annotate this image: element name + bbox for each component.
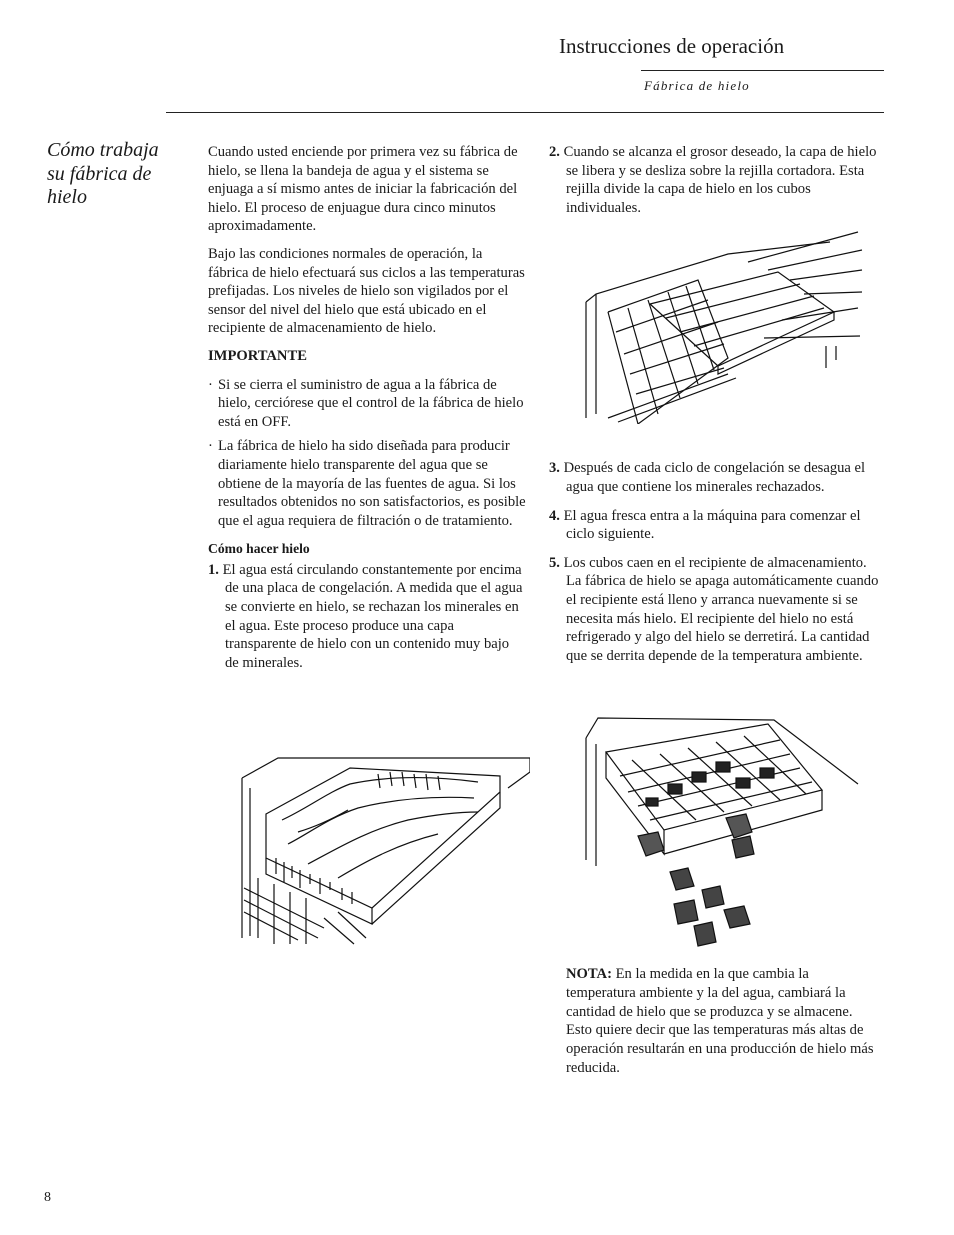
step-number: 3. [549,460,560,477]
page-number: 8 [44,1190,51,1205]
step-number: 5. [549,554,560,571]
note-text: En la medida en la que cambia la temperatura ambiente y la del agua, cambiará la cantidad de hielo que se produzca y se almacene. Esto quiere decir que las temperaturas más altas de operación resultarán en una producción de hielo más reducida. [566,966,874,1076]
bullet-text: La fábrica de hielo ha sido diseñada para producir diariamente hielo transparente del agua que se obtiene de la mayoría de las fuentes de agua. Si los resultados obtenidos no son satisfactorios, es posible que el agua requiera de filtración o de tratamiento. [218,438,526,529]
step-4 [549,507,879,544]
step-text: Después de cada ciclo de congelación se desagua el agua que contiene los minerales rechazados. [563,460,866,495]
step-3 [549,459,879,496]
page-header-subtitle: Fábrica de hielo [644,78,750,93]
ice-cubes-drop-illustration [584,714,860,956]
bullet-item [208,437,526,530]
bullet-icon: · [208,438,213,455]
note-block [566,965,876,1078]
step-number: 4. [549,507,560,524]
section-title: Cómo trabaja su fábrica de hielo [47,139,159,208]
step-number: 1. [208,561,219,578]
left-column [208,143,526,672]
bullet-icon: · [208,376,213,393]
important-heading: IMPORTANTE [208,347,307,364]
operation-paragraph: Bajo las condiciones normales de operación, la fábrica de hielo efectuará sus ciclos a las temperaturas prefijadas. Los niveles de hielo son vigilados por el sensor del nivel del hielo que está ubicado en el recipiente de almacenamiento de hielo. [208,245,525,337]
bullet-text: Si se cierra el suministro de agua a la fábrica de hielo, cerciórese que el control de la fábrica de hielo está en OFF. [218,376,524,430]
step-1 [208,561,526,673]
step-text: Los cubos caen en el recipiente de almacenamiento. La fábrica de hielo se apaga automáticamente cuando el recipiente está lleno y arranca nuevamente si se necesita más hielo. El recipiente del hielo no está refrigerado y algo del hielo se derretirá. La cantidad que se derrita depende de la temperatura ambiente. [563,554,879,664]
how-to-heading: Cómo hacer hielo [208,541,310,557]
step-text: Cuando se alcanza el grosor deseado, la capa de hielo se libera y se desliza sobre la rejilla cortadora. Esta rejilla divide la capa de hielo en los cubos individuales. [563,144,877,216]
step-5 [549,554,879,666]
header-rule-long [166,112,884,113]
header-rule-short [641,70,884,71]
step-number: 2. [549,144,560,160]
intro-paragraph: Cuando usted enciende por primera vez su fábrica de hielo, se llena la bandeja de agua y el sistema se enjuaga a sí mismo antes de iniciar la fabricación del hielo. El proceso de enjuague dura cinco minutos aproximadamente. [208,144,518,235]
bullet-item [208,376,526,432]
step-text: El agua fresca entra a la máquina para comenzar el ciclo siguiente. [563,507,861,543]
step-text: El agua está circulando constantemente por encima de una placa de congelación. A medida que el agua se convierte en hielo, se rechazan los minerales en el agua. Este proceso produce una capa transparente de hielo con un contenido muy bajo de minerales. [222,561,523,671]
page-header-title: Instrucciones de operación [559,34,785,58]
note-label: NOTA: [566,966,612,982]
freezing-plate-illustration [238,748,530,946]
cutter-grid-illustration [568,228,864,424]
step-2 [549,143,879,217]
